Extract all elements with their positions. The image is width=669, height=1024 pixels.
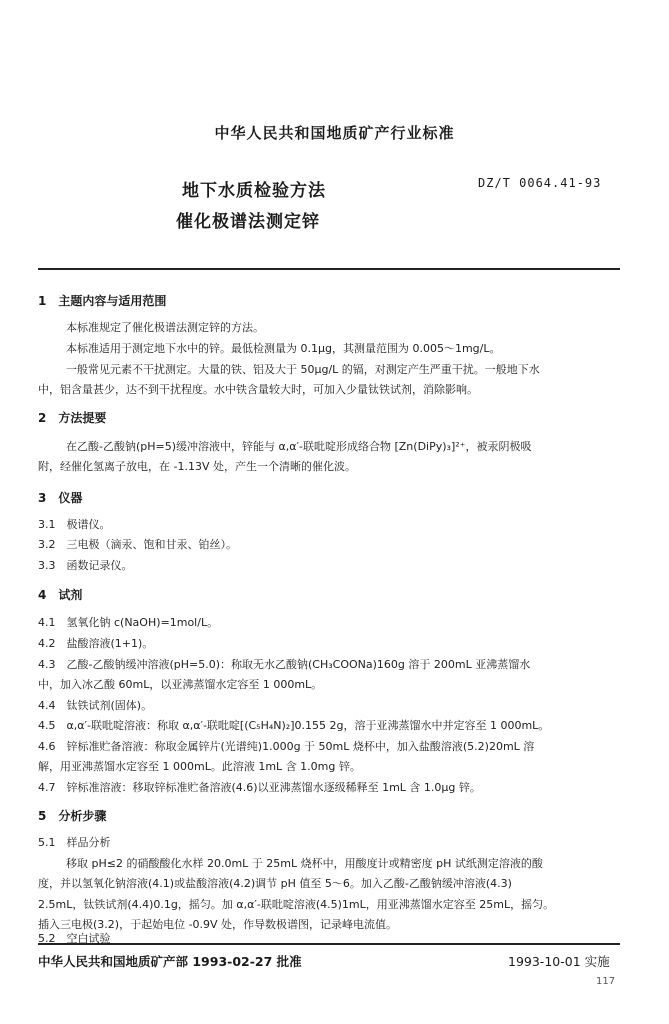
section-4-item-3a: 4.3 乙酸-乙酸钠缓冲溶液(pH=5.0)：称取无水乙酸钠(CH₃COONa)160g 溶于 200mL 亚沸蒸馏水 (38, 658, 531, 671)
doc-title-line2: 催化极谱法测定锌 (176, 212, 320, 232)
section-1-para-2: 本标准适用于测定地下水中的锌。最低检测量为 0.1μg，其测量范围为 0.005～1mg/L。 (66, 342, 501, 355)
section-1-para-1: 本标准规定了催化极谱法测定锌的方法。 (66, 321, 264, 334)
section-1-para-3a: 一般常见元素不干扰测定。大量的铁、铝及大于 50μg/L 的镉，对测定产生严重干扰。一般地下水 (66, 363, 540, 376)
section-3-heading: 3 仪器 (38, 491, 83, 505)
doc-title-line1: 地下水质检验方法 (182, 181, 326, 201)
section-4-item-4: 4.4 钛铁试剂(固体)。 (38, 699, 153, 712)
section-4-item-6a: 4.6 锌标准贮备溶液：称取金属锌片(光谱纯)1.000g 于 50mL 烧杯中，加入盐酸溶液(5.2)20mL 溶 (38, 740, 535, 753)
section-5-1-para-c: 2.5mL，钛铁试剂(4.4)0.1g，摇匀。加 α,α′-联吡啶溶液(4.5)1mL，用亚沸蒸馏水定容至 25mL，摇匀。 (38, 898, 555, 911)
section-4-heading: 4 试剂 (38, 588, 83, 602)
section-3-item-2: 3.2 三电极（滴汞、饱和甘汞、铂丝）。 (38, 538, 237, 551)
section-3-item-3: 3.3 函数记录仪。 (38, 559, 133, 572)
footer-divider (38, 943, 620, 945)
section-2-para-1a: 在乙酸-乙酸钠(pH=5)缓冲溶液中，锌能与 α,α′-联吡啶形成络合物 [Zn(DiPy)₃]²⁺，被汞阴极吸 (66, 440, 532, 453)
approval-line: 中华人民共和国地质矿产部 1993-02-27 批准 (38, 954, 302, 969)
header-divider (38, 268, 620, 270)
effective-date: 1993-10-01 实施 (508, 954, 610, 969)
section-5-1-para-a: 移取 pH≤2 的硝酸酸化水样 20.0mL 于 25mL 烧杯中，用酸度计或精密度 pH 试纸测定溶液的酸 (66, 857, 543, 870)
standard-code: DZ/T 0064.41-93 (478, 176, 602, 190)
section-4-item-2: 4.2 盐酸溶液(1+1)。 (38, 637, 154, 650)
section-4-item-7: 4.7 锌标准溶液：移取锌标准贮备溶液(4.6)以亚沸蒸馏水逐级稀释至 1mL 含 1.0μg 锌。 (38, 781, 481, 794)
section-1-para-3b: 中，铝含量甚少，达不到干扰程度。水中铁含量较大时，可加入少量钛铁试剂，消除影响。 (38, 383, 478, 396)
section-5-2-heading: 5.2 空白试验 (38, 932, 111, 945)
section-4-item-1: 4.1 氢氧化钠 c(NaOH)=1mol/L。 (38, 616, 219, 629)
section-4-item-6b: 解，用亚沸蒸馏水定容至 1 000mL。此溶液 1mL 含 1.0mg 锌。 (38, 760, 361, 773)
section-1-heading: 1 主题内容与适用范围 (38, 294, 167, 308)
section-5-1-para-d: 插入三电极(3.2)，于起始电位 -0.9V 处，作导数极谱图，记录峰电流值。 (38, 918, 398, 931)
section-2-heading: 2 方法提要 (38, 411, 107, 425)
section-3-item-1: 3.1 极谱仪。 (38, 518, 111, 531)
section-4-item-5: 4.5 α,α′-联吡啶溶液：称取 α,α′-联吡啶[(C₅H₄N)₂]0.155 2g，溶于亚沸蒸馏水中并定容至 1 000mL。 (38, 719, 550, 732)
section-5-1-heading: 5.1 样品分析 (38, 836, 111, 849)
section-5-1-para-b: 度，并以氢氧化钠溶液(4.1)或盐酸溶液(4.2)调节 pH 值至 5～6。加入乙酸-乙酸钠缓冲溶液(4.3) (38, 877, 512, 890)
section-5-heading: 5 分析步骤 (38, 809, 107, 823)
page-number: 117 (596, 976, 616, 987)
section-2-para-1b: 附，经催化氢离子放电，在 -1.13V 处，产生一个清晰的催化波。 (38, 460, 356, 473)
org-title: 中华人民共和国地质矿产行业标准 (214, 124, 455, 142)
section-4-item-3b: 中，加入冰乙酸 60mL，以亚沸蒸馏水定容至 1 000mL。 (38, 678, 323, 691)
